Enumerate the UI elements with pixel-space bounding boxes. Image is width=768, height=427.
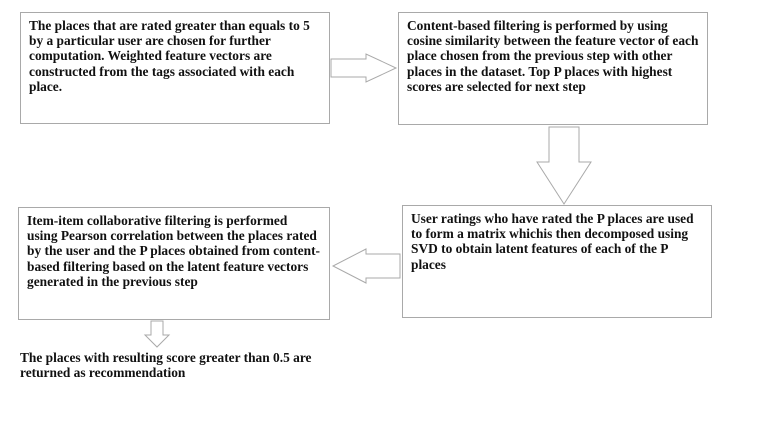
result-text: The places with resulting score greater than 0.5 are returned as recommendation bbox=[20, 350, 312, 381]
arrow-down-small-icon bbox=[145, 321, 169, 347]
step-2-text: Content-based filtering is performed by using cosine similarity between the feature vector of each place chosen from the previous step with other places in the dataset. Top P places with highest scores are selected for next step bbox=[407, 18, 699, 94]
step-1-text: The places that are rated greater than equals to 5 by a particular user are chosen for further computation. Weighted feature vectors are constructed from the tags associated with each place. bbox=[29, 18, 310, 94]
step-4-text: Item-item collaborative filtering is performed using Pearson correlation between the places rated by the user and the P places obtained from content-based filtering based on the latent feature vectors generated in the previous step bbox=[27, 213, 320, 289]
arrow-down-icon bbox=[537, 127, 591, 204]
arrow-left-icon bbox=[333, 249, 400, 283]
arrow-right-icon bbox=[331, 54, 396, 82]
step-3-text: User ratings who have rated the P places are used to form a matrix whichis then decomposed using SVD to obtain latent features of each of the P places bbox=[411, 211, 694, 272]
